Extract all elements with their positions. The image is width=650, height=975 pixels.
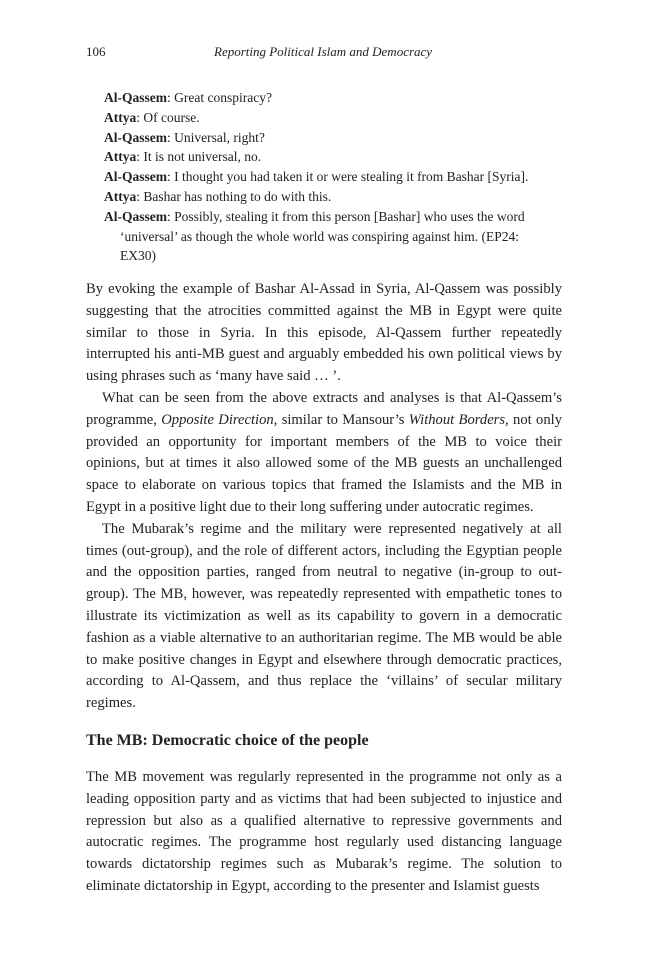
speaker-name: Attya <box>104 149 137 165</box>
paragraph: The MB movement was regularly represented in the programme not only as a leading opposition party and as victims that had been subjected to injustice and repression but also as a qualified alternative to repressive governments and autocratic regimes. The programme host regularly used distancing language towards dictatorship regimes such as Mubarak’s regime. The solution to eliminate dictatorship in Egypt, according to the presenter and Islamist guests <box>86 769 562 894</box>
dialogue-line <box>104 108 556 128</box>
programme-title: Opposite Direction <box>161 411 274 428</box>
paragraph-text: , similar to Mansour’s <box>273 411 409 428</box>
dialogue-text: : Possibly, stealing it from this person [Bashar] who uses the word ‘universal’ as though the whole world was conspiring against him. (EP24: EX30) <box>120 208 525 264</box>
running-title: Reporting Political Islam and Democracy <box>214 44 433 59</box>
speaker-name: Attya <box>104 109 137 125</box>
paragraph-text: , not only provided an opportunity for important members of the MB to voice their opinions, but at times it also allowed some of the MB guests an unchallenged space to elaborate on various topics that framed the Islamists and the MB in Egypt in a positive light due to their long suffering under autocratic regimes. <box>86 411 562 515</box>
paragraph <box>86 388 562 519</box>
dialogue-line <box>104 88 556 108</box>
paragraph: The Mubarak’s regime and the military were represented negatively at all times (out-group), and the role of different actors, including the Egyptian people and the opposition parties, ranged from neutral to negative (in-group to out-group). The MB, however, was repeatedly represented with empathetic tones to illustrate its victimization as well as its capability to govern in a democratic fashion as a viable alternative to an authoritarian regime. The MB would be able to make positive changes in Egypt and elsewhere through democratic practices, according to Al-Qassem, and thus replace the ‘villains’ of secular military regimes. <box>86 520 562 712</box>
dialogue-line <box>104 128 556 148</box>
body-text <box>86 767 562 898</box>
paragraph: By evoking the example of Bashar Al-Assad in Syria, Al-Qassem was possibly suggesting that the atrocities committed against the MB in Egypt were quite similar to those in Syria. In this episode, Al-Qassem further repeatedly interrupted his anti-MB guest and arguably embedded his own political views by using phrases such as ‘many have said … ’. <box>86 281 562 385</box>
dialogue-text: : Of course. <box>136 109 200 125</box>
paragraph-text: What can be seen from the above extracts and analyses is that Al-Qassem’s programme, <box>86 389 562 428</box>
speaker-name: Al-Qassem <box>104 169 167 185</box>
speaker-name: Al-Qassem <box>104 90 167 105</box>
speaker-name: Al-Qassem <box>104 129 167 145</box>
dialogue-line <box>104 187 556 207</box>
body-text <box>86 279 562 715</box>
dialogue-line <box>104 207 556 266</box>
dialogue-line <box>104 167 556 187</box>
dialogue-text: : Bashar has nothing to do with this. <box>136 188 332 204</box>
section-heading: The MB: Democratic choice of the people <box>86 732 369 749</box>
dialogue-text: : Great conspiracy? <box>167 90 272 105</box>
speaker-name: Attya <box>104 188 137 204</box>
page-number: 106 <box>86 44 106 59</box>
dialogue-line <box>104 147 556 167</box>
dialogue-text: : Universal, right? <box>167 129 265 145</box>
page-header <box>86 44 562 64</box>
interview-extract <box>104 88 556 266</box>
dialogue-text: : It is not universal, no. <box>136 149 262 165</box>
dialogue-text: : I thought you had taken it or were stealing it from Bashar [Syria]. <box>167 169 529 185</box>
speaker-name: Al-Qassem <box>104 208 167 224</box>
programme-title: Without Borders <box>408 411 506 428</box>
